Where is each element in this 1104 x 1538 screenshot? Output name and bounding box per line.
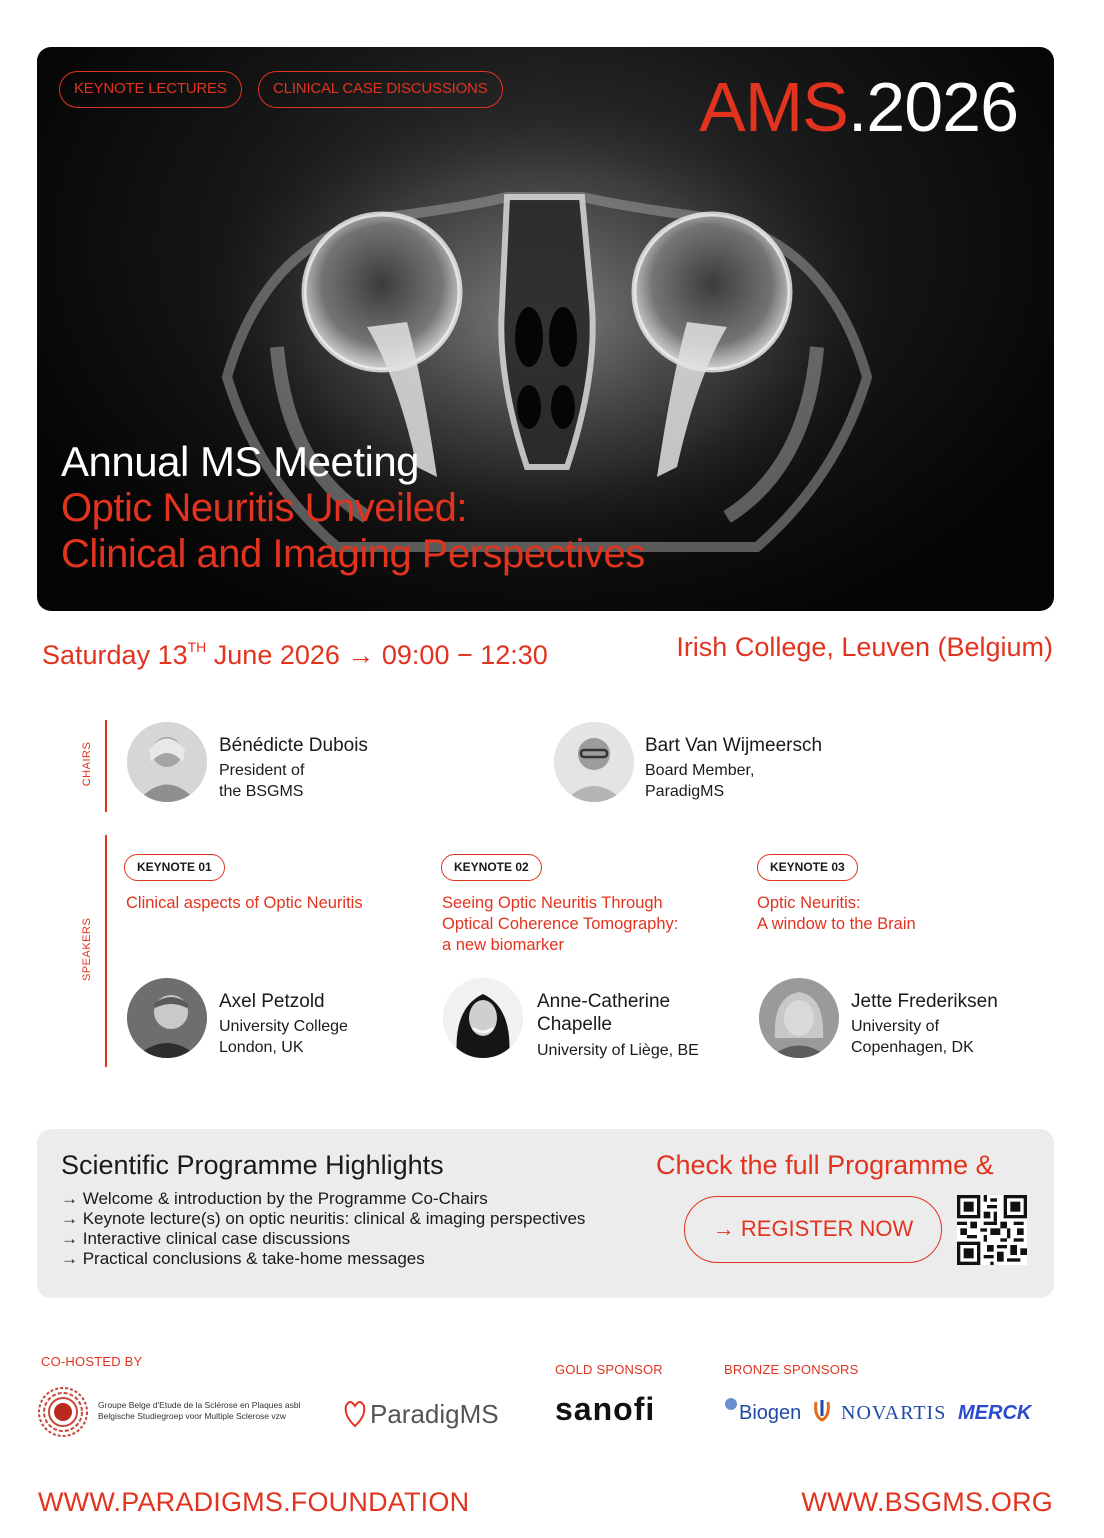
role-line: Board Member, <box>645 762 755 779</box>
role-line: the BSGMS <box>219 783 304 800</box>
keynote-tag: KEYNOTE 01 <box>124 854 225 881</box>
list-item: → Practical conclusions & take-home messages <box>61 1249 425 1268</box>
affil-line: London, UK <box>219 1039 304 1056</box>
bsgms-logo-icon <box>37 1386 89 1438</box>
avatar <box>554 722 634 802</box>
page-subtitle <box>61 485 645 577</box>
subtitle-line: Optic Neuritis Unveiled: <box>61 486 467 530</box>
speaker-name-line: Jette Frederiksen <box>851 991 998 1012</box>
speaker-name <box>537 990 670 1036</box>
programme-highlights <box>37 1129 1054 1298</box>
list-item: → Interactive clinical case discussions <box>61 1229 351 1248</box>
keynote-title-line: a new biomarker <box>442 936 564 954</box>
keynote-title-line: Optic Neuritis: <box>757 894 861 912</box>
list-item: → Keynote lecture(s) on optic neuritis: clinical & imaging perspectives <box>61 1209 586 1228</box>
keynote-tag: KEYNOTE 02 <box>441 854 542 881</box>
speakers-label: SPEAKERS <box>81 917 93 981</box>
event-venue: Irish College, Leuven (Belgium) <box>676 632 1053 662</box>
bsgms-line: Groupe Belge d'Etude de la Sclérose en Plaques asbl <box>98 1400 301 1410</box>
chair-role <box>219 760 304 802</box>
speaker-name <box>219 990 325 1013</box>
avatar <box>443 978 523 1058</box>
novartis-logo: NOVARTIS <box>841 1402 947 1424</box>
role-line: President of <box>219 762 305 779</box>
affil-line: University College <box>219 1018 348 1035</box>
role-line: ParadigMS <box>645 783 725 800</box>
affil-line: Copenhagen, DK <box>851 1039 974 1056</box>
bsgms-name <box>98 1400 300 1422</box>
speaker-name-line: Anne-Catherine <box>537 991 671 1012</box>
hero-banner <box>37 47 1054 611</box>
brand-year: .2026 <box>847 68 1018 146</box>
date-prefix: Saturday 13 <box>42 640 188 670</box>
highlights-list <box>61 1189 585 1269</box>
merck-logo: MERCK <box>958 1402 1032 1424</box>
biogen-logo-icon <box>723 1396 739 1412</box>
brand-ams: AMS <box>699 68 848 146</box>
speaker-affiliation <box>851 1016 974 1058</box>
speakers-divider <box>105 835 107 1067</box>
date-suffix: June 2026 → 09:00 − 12:30 <box>206 640 548 670</box>
chair-name: Bénédicte Dubois <box>219 735 368 756</box>
bronze-sponsors-label: BRONZE SPONSORS <box>724 1362 859 1377</box>
chair-name: Bart Van Wijmeersch <box>645 735 823 756</box>
keynote-title <box>442 893 678 956</box>
keynote-tag: KEYNOTE 03 <box>757 854 858 881</box>
paradigms-logo-icon <box>342 1398 368 1428</box>
programme-cta: Check the full Programme & <box>656 1150 994 1180</box>
event-date <box>42 628 548 674</box>
affil-line: University of Liège, BE <box>537 1042 699 1059</box>
highlights-title: Scientific Programme Highlights <box>61 1150 444 1180</box>
affil-line: University of <box>851 1018 940 1035</box>
sanofi-logo: sanofi <box>555 1391 656 1427</box>
keynote-title-line: Clinical aspects of Optic Neuritis <box>126 894 363 912</box>
gold-sponsor-label: GOLD SPONSOR <box>555 1362 663 1377</box>
chairs-label: CHAIRS <box>81 741 93 787</box>
speaker-affiliation <box>537 1040 699 1061</box>
paradigms-logo: ParadigMS <box>370 1399 499 1429</box>
tag-clinical-case-discussions: CLINICAL CASE DISCUSSIONS <box>258 71 503 108</box>
chair-role <box>645 760 754 802</box>
speaker-affiliation <box>219 1016 348 1058</box>
keynote-title <box>757 893 916 935</box>
keynote-title-line: Seeing Optic Neuritis Through <box>442 894 663 912</box>
speaker-name <box>851 990 998 1013</box>
list-item: → Welcome & introduction by the Programme Co-Chairs <box>61 1189 488 1208</box>
subtitle-line: Clinical and Imaging Perspectives <box>61 532 645 576</box>
footer-link-bsgms[interactable]: WWW.BSGMS.ORG <box>801 1487 1053 1517</box>
date-sup: TH <box>187 639 207 655</box>
novartis-logo-icon <box>812 1398 832 1424</box>
avatar <box>127 722 207 802</box>
qr-code-icon[interactable] <box>957 1195 1027 1265</box>
register-button[interactable]: → REGISTER NOW <box>684 1196 942 1263</box>
chairs-divider <box>105 720 107 812</box>
cohosted-label: CO-HOSTED BY <box>41 1354 143 1369</box>
keynote-title-line: Optical Coherence Tomography: <box>442 915 679 933</box>
biogen-logo: Biogen <box>739 1402 802 1424</box>
speaker-name-line: Axel Petzold <box>219 991 325 1012</box>
tag-keynote-lectures: KEYNOTE LECTURES <box>59 71 242 108</box>
bsgms-line: Belgische Studiegroep voor Multiple Sclerose vzw <box>98 1411 287 1421</box>
avatar <box>127 978 207 1058</box>
keynote-title <box>126 893 363 914</box>
event-brand <box>699 67 1018 147</box>
keynote-title-line: A window to the Brain <box>757 915 916 933</box>
footer-link-paradigms[interactable]: WWW.PARADIGMS.FOUNDATION <box>38 1487 470 1517</box>
page-title: Annual MS Meeting <box>61 438 420 485</box>
speaker-name-line: Chapelle <box>537 1014 612 1035</box>
avatar <box>759 978 839 1058</box>
